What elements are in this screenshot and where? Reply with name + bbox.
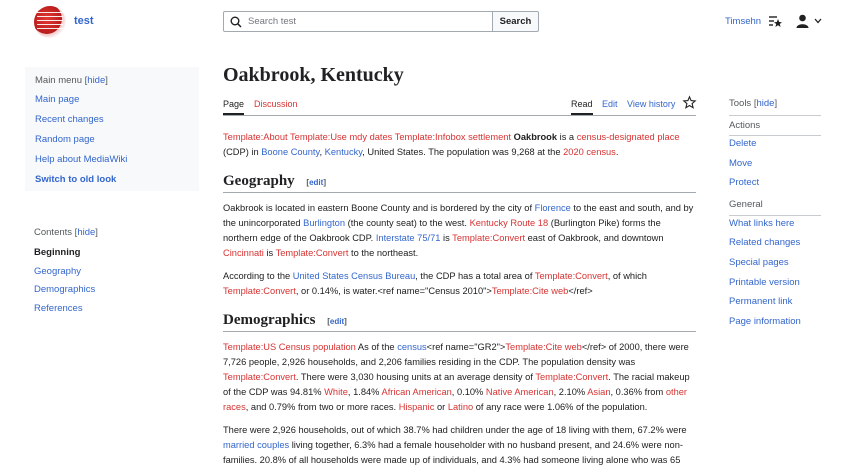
tab-view-history[interactable]: View history [627,99,676,109]
married-couples-link[interactable]: married couples [223,440,290,450]
intro-text: is a [559,132,575,142]
geography-edit: [edit] [306,178,326,187]
menu-item-main-page[interactable]: Main page [35,94,80,105]
user-page-link[interactable]: Timsehn [725,16,762,27]
text: to the east and south, and by the unincorporated [223,203,694,228]
actions-section-label: Actions [729,115,821,136]
demographics-paragraph-1 [223,340,696,415]
intro-paragraph [223,130,696,160]
text: , 0.10% [451,387,484,397]
text: <ref name="GR2"> [426,342,506,352]
tool-printable-version[interactable]: Printable version [729,276,800,288]
text: , 0.36% from [610,387,664,397]
tool-protect[interactable]: Protect [729,177,760,189]
toc-item-beginning[interactable]: Beginning [34,247,81,258]
template-cite-web-link[interactable]: Template:Cite web [505,342,582,352]
text: of any race were 1.06% of the population. [475,402,648,412]
census-2020-link[interactable]: 2020 census [563,147,616,157]
tab-read[interactable]: Read [571,99,593,115]
watchlist-icon[interactable] [768,14,782,28]
census-bureau-link[interactable]: United States Census Bureau [292,271,416,281]
tools-panel [729,98,821,335]
article-content [223,130,696,476]
main-menu-title: Main menu [35,75,82,86]
african-american-link[interactable]: African American [381,387,452,397]
text: There were 2,926 households, out of which 38.7% had children under the age of 18 living with them, 67.2% were [223,425,687,435]
text: (the county seat) to the west. [347,218,467,228]
kentucky-link[interactable]: Kentucky [324,147,363,157]
latino-link[interactable]: Latino [447,402,474,412]
text: </ref> of 2000, there were 7,726 people, 2,926 households, and 2,206 families residing in the CDP. The population density was [223,342,689,367]
tool-permanent-link[interactable]: Permanent link [729,296,793,308]
tool-page-information[interactable]: Page information [729,315,801,327]
florence-link[interactable]: Florence [534,203,571,213]
text: According to the [223,271,291,281]
search-box[interactable] [223,11,493,32]
text: (Burlington Pike) forms the northern edge of the Oakbrook CDP. [223,218,661,243]
text: living together, 6.3% had a female householder with no husband present, and 24.6% were non-families. 20.8% of all households were made up of individuals, and 4.3% had someone living alone who was 65 [223,440,683,465]
intro-bold-term: Oakbrook [513,132,558,142]
text: , or 0.14%, is water.<ref name="Census 2010"> [295,286,492,296]
menu-item-random-page[interactable]: Random page [35,134,95,145]
template-convert-link[interactable]: Template:Convert [534,271,608,281]
tab-edit[interactable]: Edit [602,99,618,109]
contents-title: Contents [34,227,73,238]
watch-star-icon[interactable] [683,96,696,109]
demographics-heading-text: Demographics [223,312,316,328]
text: As of the [357,342,395,352]
main-menu-heading: Main menu [hide] [35,75,108,86]
template-convert-link[interactable]: Template:Convert [535,372,609,382]
demographics-edit: [edit] [327,317,347,326]
contents-hide-link[interactable]: hide [77,227,96,238]
text: Oakbrook is located in eastern Boone County and is bordered by the city of [223,203,533,213]
template-convert-link[interactable]: Template:Convert [452,233,526,243]
template-convert-link[interactable]: Template:Convert [275,248,349,258]
tool-what-links-here[interactable]: What links here [729,217,795,229]
intro-text: , United States. The population was 9,268 at the [362,147,561,157]
geography-heading [223,174,696,193]
boone-county-link[interactable]: Boone County [261,147,320,157]
white-link[interactable]: White [324,387,348,397]
text: , 1.84% [347,387,380,397]
tools-hide-link[interactable]: hide [756,98,775,109]
general-section-label: General [729,197,821,216]
burlington-link[interactable]: Burlington [303,218,345,228]
text: . The racial makeup of the CDP was 94.81% [223,372,690,397]
template-cite-web-link[interactable]: Template:Cite web [491,286,569,296]
text: </ref> [568,286,593,296]
tools-title: Tools [729,98,752,109]
search-input[interactable] [248,16,478,27]
tool-move[interactable]: Move [729,157,753,169]
text: , 2.10% [553,387,586,397]
tools-heading: Tools [hide] [729,98,778,109]
search-icon [230,16,242,28]
site-logo[interactable] [34,6,66,38]
page-tabs [223,93,696,116]
native-american-link[interactable]: Native American [485,387,554,397]
geography-heading-text: Geography [223,173,295,189]
asian-link[interactable]: Asian [587,387,611,397]
intro-text: (CDP) in [223,147,259,157]
intro-text: , [319,147,323,157]
contents-heading: Contents [hide] [34,227,98,238]
interstate-75-71-link[interactable]: Interstate 75/71 [375,233,441,243]
menu-item-help[interactable]: Help about MediaWiki [35,154,128,165]
main-menu [25,67,199,191]
template-us-census-link[interactable]: Template:US Census population [223,342,356,352]
geography-paragraph-1 [223,201,696,261]
demographics-heading [223,313,696,332]
text: , the CDP has a total area of [415,271,533,281]
user-avatar-icon[interactable] [796,14,809,28]
tool-related-changes[interactable]: Related changes [729,237,801,249]
text: or [436,402,446,412]
search-button[interactable]: Search [492,11,539,32]
chevron-down-icon[interactable] [814,18,822,24]
tab-discussion[interactable]: Discussion [254,99,298,109]
text: , and 0.79% from two or more races. [245,402,397,412]
template-convert-link[interactable]: Template:Convert [223,286,296,296]
text: east of Oakbrook, and downtown [527,233,664,243]
text: is [443,233,450,243]
toc-item-references[interactable]: References [34,302,83,314]
template-convert-link[interactable]: Template:Convert [223,372,296,382]
text: to the northeast. [351,248,419,258]
hispanic-link[interactable]: Hispanic [398,402,435,412]
toc-item-geography[interactable]: Geography [34,265,82,277]
geography-paragraph-2 [223,269,696,299]
menu-item-recent-changes[interactable]: Recent changes [35,114,104,125]
tool-delete[interactable]: Delete [729,138,757,149]
tool-special-pages[interactable]: Special pages [729,256,789,268]
toc-item-demographics[interactable]: Demographics [34,284,96,295]
census-designated-place-link[interactable]: census-designated place [576,132,680,142]
cincinnati-link[interactable]: Cincinnati [223,248,264,258]
main-menu-hide-link[interactable]: hide [87,75,106,86]
tab-page[interactable]: Page [223,99,244,115]
intro-templates-link[interactable]: Template:About Template:Use mdy dates Template:Infobox settlement [223,132,512,142]
text: , of which [607,271,647,281]
text: . There were 3,030 housing units at an average density of [295,372,533,382]
intro-text: . [615,147,619,157]
header [0,0,856,44]
page-title: Oakbrook, Kentucky [223,64,404,86]
kentucky-route-18-link[interactable]: Kentucky Route 18 [469,218,549,228]
census-link[interactable]: census [397,342,427,352]
geography-edit-link[interactable]: edit [309,178,324,187]
switch-old-look-link[interactable]: Switch to old look [35,174,117,185]
text: is [266,248,274,258]
site-name-link[interactable]: test [74,15,94,27]
table-of-contents [34,227,194,321]
other-races-link[interactable]: other races [223,387,688,412]
demographics-paragraph-2 [223,423,696,468]
demographics-edit-link[interactable]: edit [329,317,345,326]
